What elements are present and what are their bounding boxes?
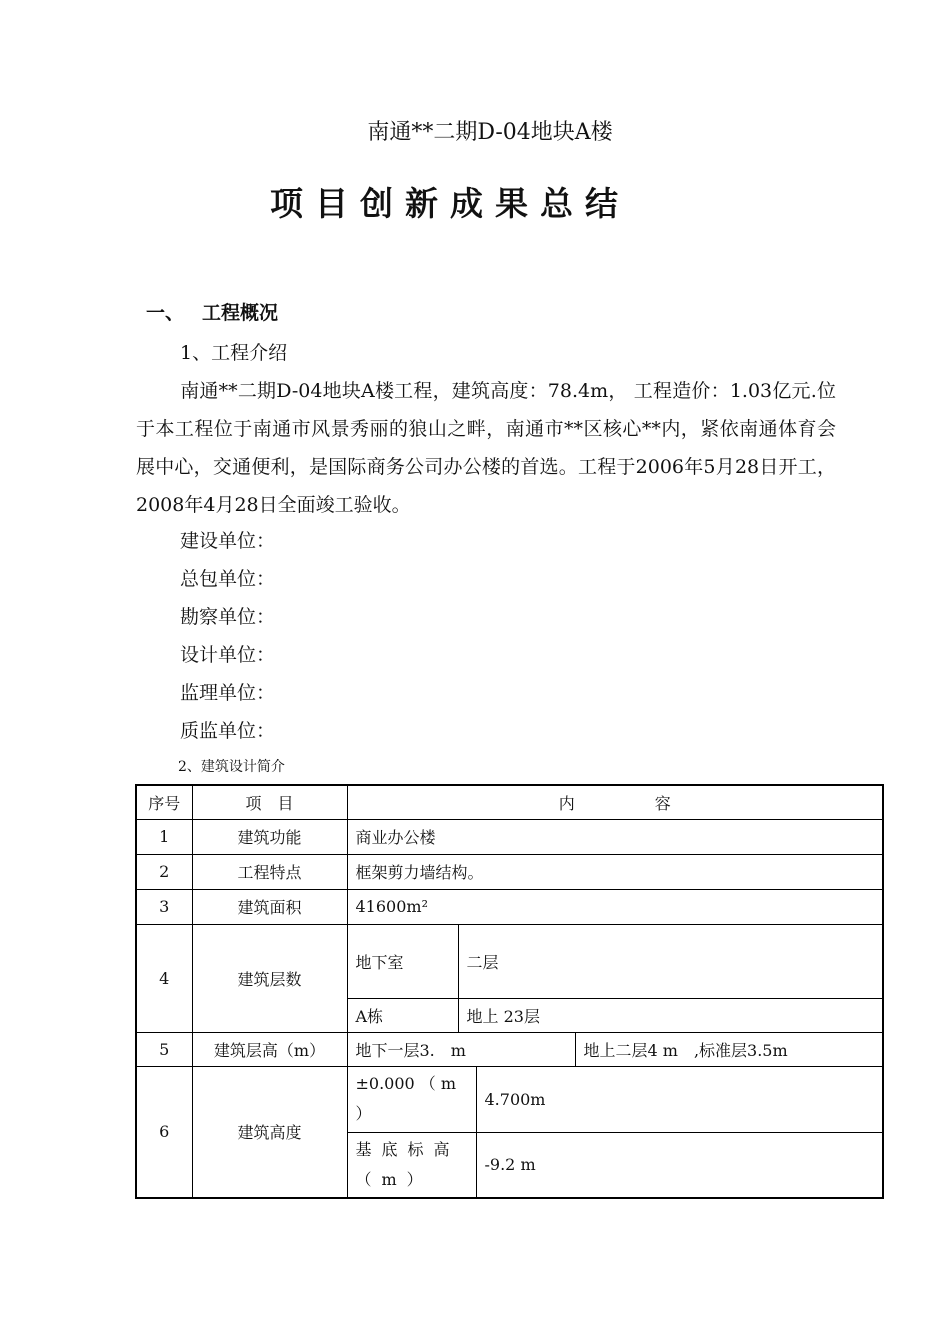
table-row [136, 819, 883, 854]
unit-line-survey: 勘察单位： [180, 606, 276, 628]
unit-line-design: 设计单位： [180, 644, 276, 666]
sub-value: 二层 [458, 924, 883, 998]
sub-value: 地上 23层 [458, 998, 883, 1032]
table-row [136, 854, 883, 889]
section-heading [146, 298, 278, 325]
row-content: 商业办公楼 [347, 819, 883, 854]
row-no: 4 [136, 924, 192, 1032]
row-no: 5 [136, 1032, 192, 1066]
header-item: 项 目 [192, 785, 347, 819]
sub-value: -9.2 m [476, 1132, 883, 1198]
row-no: 3 [136, 889, 192, 924]
row-item: 建筑高度 [192, 1066, 347, 1198]
header-content: 内 容 [347, 785, 883, 819]
row-item: 建筑层高（m） [192, 1032, 347, 1066]
table-row [136, 1032, 883, 1066]
section-title: 工程概况 [202, 302, 279, 324]
row-item: 建筑面积 [192, 889, 347, 924]
table-row [136, 924, 883, 998]
table-row [136, 889, 883, 924]
intro-paragraph-text: 南通**二期D-04地块A楼工程，建筑高度：78.4m， 工程造价：1.03亿元.位于本工程位于南通市风景秀丽的狼山之畔，南通市**区核心**内，紧依南通体育会展中心，交通便利，是国际商务公司办公楼的首选。工程于2006年5月28日开工，2008年4月28日全面竣工验收。 [136, 380, 836, 516]
sub-label: ±0.000 （ m ） [347, 1066, 476, 1132]
unit-line-construction: 建设单位： [180, 530, 276, 552]
sub-value: 4.700m [476, 1066, 883, 1132]
unit-line-supervision: 监理单位： [180, 682, 276, 704]
intro-paragraph [136, 372, 836, 524]
subsection-heading-design: 2、建筑设计简介 [178, 759, 285, 775]
row-item: 工程特点 [192, 854, 347, 889]
row-item: 建筑层数 [192, 924, 347, 1032]
row-content: 41600m² [347, 889, 883, 924]
table-header-row [136, 785, 883, 819]
unit-line-contractor: 总包单位： [180, 568, 276, 590]
row-item: 建筑功能 [192, 819, 347, 854]
sub-label: 地下室 [347, 924, 458, 998]
row-no: 1 [136, 819, 192, 854]
table-row [136, 1066, 883, 1132]
section-number: 一、 [146, 302, 185, 324]
sub-label: 基底标高（m） [347, 1132, 476, 1198]
row-no: 6 [136, 1066, 192, 1198]
subsection-heading-intro: 1、工程介绍 [180, 342, 288, 364]
unit-line-quality: 质监单位： [180, 720, 276, 742]
design-summary-table [135, 784, 884, 1199]
header-no: 序号 [136, 785, 192, 819]
sub-label: A栋 [347, 998, 458, 1032]
sub-label: 地下一层3. m [347, 1032, 575, 1066]
document-subtitle: 南通**二期D-04地块A楼 [367, 120, 613, 145]
row-no: 2 [136, 854, 192, 889]
document-title: 项目创新成果总结 [270, 184, 630, 223]
sub-value: 地上二层4 m ,标准层3.5m [575, 1032, 883, 1066]
row-content: 框架剪力墙结构。 [347, 854, 883, 889]
